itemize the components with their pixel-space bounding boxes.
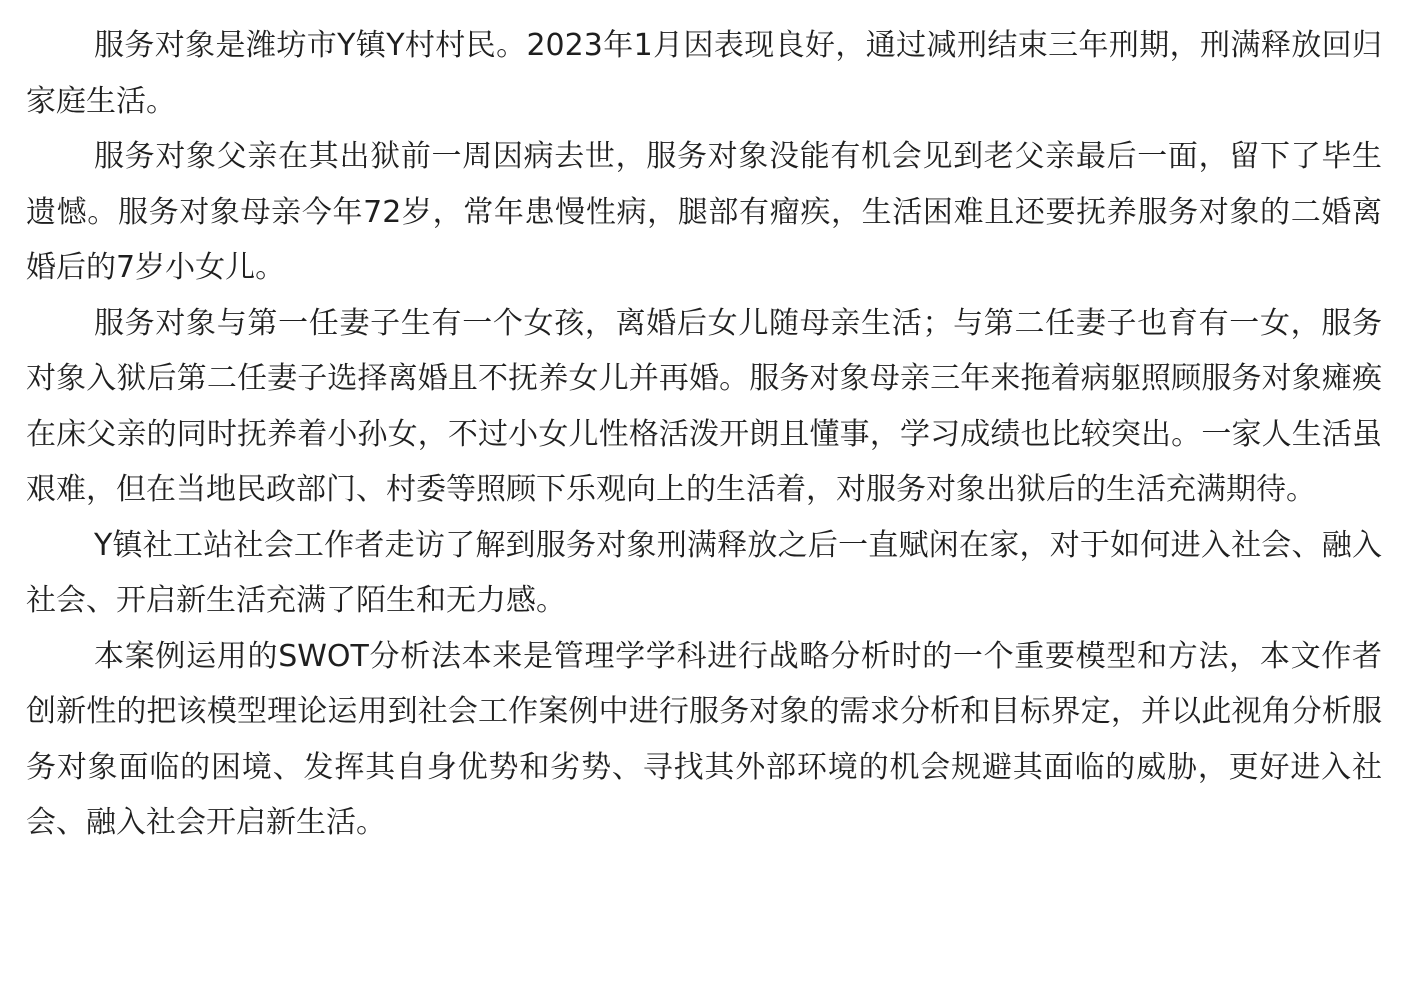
paragraph-social-worker-visit: Y镇社工站社会工作者走访了解到服务对象刑满释放之后一直赋闲在家，对于如何进入社会、融入社会、开启新生活充满了陌生和无力感。	[26, 527, 1382, 618]
paragraph-family-parents: 服务对象父亲在其出狱前一周因病去世，服务对象没能有机会见到老父亲最后一面，留下了毕生遗憾。服务对象母亲今年72岁，常年患慢性病，腿部有瘤疾，生活困难且还要抚养服务对象的二婚离婚后的7岁小女儿。	[26, 139, 1382, 285]
paragraph-family-daughters: 服务对象与第一任妻子生有一个女孩，离婚后女儿随母亲生活；与第二任妻子也育有一女，服务对象入狱后第二任妻子选择离婚且不抚养女儿并再婚。服务对象母亲三年来拖着病躯照顾服务对象瘫痪在床父亲的同时抚养着小孙女，不过小女儿性格活泼开朗且懂事，学习成绩也比较突出。一家人生活虽艰难，但在当地民政部门、村委等照顾下乐观向上的生活着，对服务对象出狱后的生活充满期待。	[26, 305, 1382, 507]
article-body	[26, 18, 1382, 851]
paragraph-swot-method: 本案例运用的SWOT分析法本来是管理学学科进行战略分析时的一个重要模型和方法，本文作者创新性的把该模型理论运用到社会工作案例中进行服务对象的需求分析和目标界定，并以此视角分析服务对象面临的困境、发挥其自身优势和劣势、寻找其外部环境的机会规避其面临的威胁，更好进入社会、融入社会开启新生活。	[26, 638, 1382, 840]
paragraph-background: 服务对象是潍坊市Y镇Y村村民。2023年1月因表现良好，通过减刑结束三年刑期，刑满释放回归家庭生活。	[26, 28, 1382, 119]
